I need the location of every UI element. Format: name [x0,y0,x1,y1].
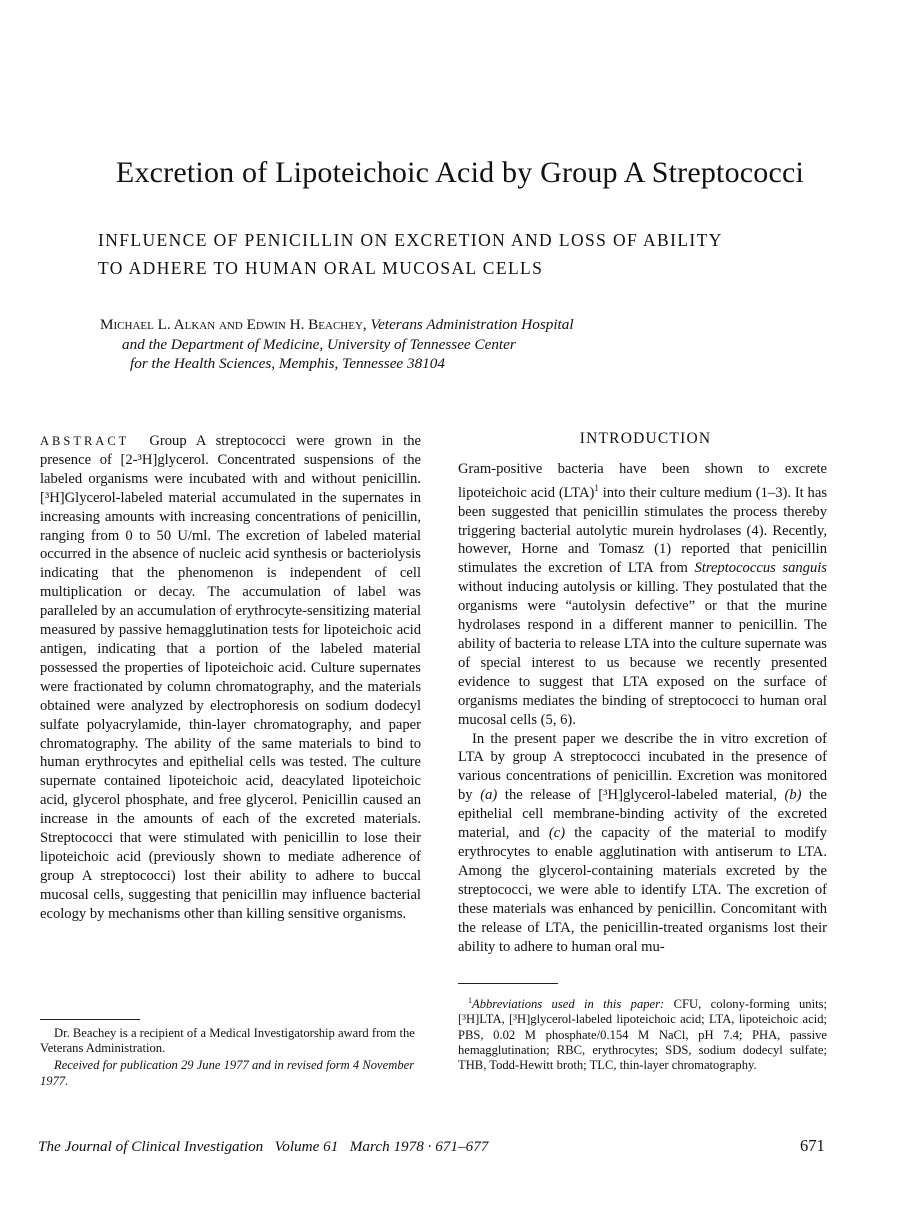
footnote-marker: 1 [468,996,472,1005]
author-line [100,314,574,335]
intro-text: the release of [³H]glycerol-labeled material, [497,787,785,804]
article-subtitle-line-2: TO ADHERE TO HUMAN ORAL MUCOSAL CELLS [98,258,544,278]
footnote-rule-left [40,1019,140,1020]
intro-text: into their culture medium (1–3). It has been suggested that penicillin stimulates the process thereby triggering bacterial autolytic murein hydrolases (4). Recently, however, Horne and Tomasz (1) reported that penicillin stimulates the excretion of LTA from [458,484,827,577]
footnote-abbreviations-text: CFU, colony-forming units; [³H]LTA, [³H]glycerol-labeled lipoteichoic acid; LTA, lipoteichoic acid; PBS, 0.02 M phosphate/0.154 M NaCl, pH 7.4; PHA, passive hemagglutination; RBC, erythrocytes; SDS, sodium dodecyl sulfate; THB, Todd-Hewitt broth; TLC, thin-layer chromatography. [458,997,827,1072]
intro-text: Gram-positive bacteria have been shown to excrete lipoteichoic acid (LTA) [458,461,827,501]
affiliation-2: and the Department of Medicine, University of Tennessee Center [122,336,516,353]
list-label: (c) [548,825,566,842]
intro-text: In the present paper we describe the in vitro excretion of LTA by group A streptococci incubated in the presence of various concentrations of penicillin. Excretion was monitored by [458,730,827,804]
list-label: (b) [784,787,802,804]
article-title: Excretion of Lipoteichoic Acid by Group A Streptococci [115,156,805,189]
intro-text: without inducing autolysis or killing. They postulated that the organisms were “autolysin defective” or that the murine hydrolases respond in a different manner to penicillin. The ability of bacteria to release LTA into the culture supernate was of special interest to us because we recently presented evidence to suggest that LTA exposed on the surface of organisms mediates the binding of streptococci to human oral mucosal cells (5, 6). [458,579,827,728]
footnotes-left [40,1024,421,1089]
abstract-text: Group A streptococci were grown in the presence of [2-³H]glycerol. Concentrated suspensions of the labeled organisms were incubated with and without penicillin. [³H]Glycerol-labeled material accumulated in the supernates in increasing amounts with increasing concentrations of penicillin, ranging from 0 to 50 U/ml. The excretion of labeled material occurred in the absence of nucleic acid synthesis or bacteriolysis indicating that the phenomenon is independent of cell multiplication or decay. The accumulation of label was paralleled by an accumulation of erythrocyte-sensitizing material measured by passive hemagglutination tests for lipoteichoic acid antigen, indicating that a portion of the labeled material possessed the properties of lipoteichoic acid. Culture supernates were fractionated by column chromatography, and the materials obtained were analyzed by electrophoresis on sodium dodecyl sulfate polyacrylamide, thin-layer chromatography, and paper chromatography. The ability of the same materials to bind to human erythrocytes and epithelial cells was tested. The culture supernate contained lipoteichoic acid, deacylated lipoteichoic acid, glycerol phosphate, and free glycerol. Penicillin caused an increase in the amounts of each of the excreted materials. Streptococci that were stimulated with penicillin to lose their lipoteichoic acid (previously shown to mediate adherence of group A streptococci) lost their ability to adhere to buccal mucosal cells, suggesting that penicillin may influence bacterial ecology by mechanisms other than killing sensitive organisms. [40,433,422,922]
intro-text: the epithelial cell membrane-binding activity of the excreted material, and [458,787,827,842]
footnote-abbreviations-label: Abbreviations used in this paper: [472,997,665,1012]
article-subtitle-line-1: INFLUENCE OF PENICILLIN ON EXCRETION AND LOSS OF ABILITY [98,230,723,250]
footnote-marker: 1 [594,482,599,493]
intro-text: the capacity of the material to modify erythrocytes to enable agglutination with antiserum to LTA. Among the glycerol-containing materials excreted by the streptococci, we were able to identify LTA. The excretion of these materials was enhanced by penicillin. Concomitant with the release of LTA, the penicillin-treated organisms lost their ability to adhere to human oral mu- [458,825,827,955]
introduction-body [458,460,827,956]
introduction-heading: INTRODUCTION [579,430,712,447]
footnote-abbreviations [458,993,827,1073]
page-number: 671 [800,1136,825,1155]
footnote-rule-right [458,983,558,984]
abstract-label: ABSTRACT [40,434,130,448]
organism-name: Streptococcus sanguis [694,560,827,577]
author-names: Michael L. Alkan and Edwin H. Beachey, [100,316,367,333]
journal-citation: The Journal of Clinical Investigation Volume 61 March 1978 · 671–677 [38,1138,489,1155]
affiliation-1: Veterans Administration Hospital [370,316,574,333]
intro-paragraph-1 [458,460,827,730]
intro-paragraph-2 [458,730,827,957]
footnote-received: Received for publication 29 June 1977 and in revised form 4 November 1977. [40,1058,415,1088]
abstract [40,432,421,924]
footnote-investigatorship: Dr. Beachey is a recipient of a Medical Investigatorship award from the Veterans Administration. [40,1026,415,1056]
affiliation-3: for the Health Sciences, Memphis, Tennessee 38104 [130,355,445,372]
list-label: (a) [480,787,498,804]
